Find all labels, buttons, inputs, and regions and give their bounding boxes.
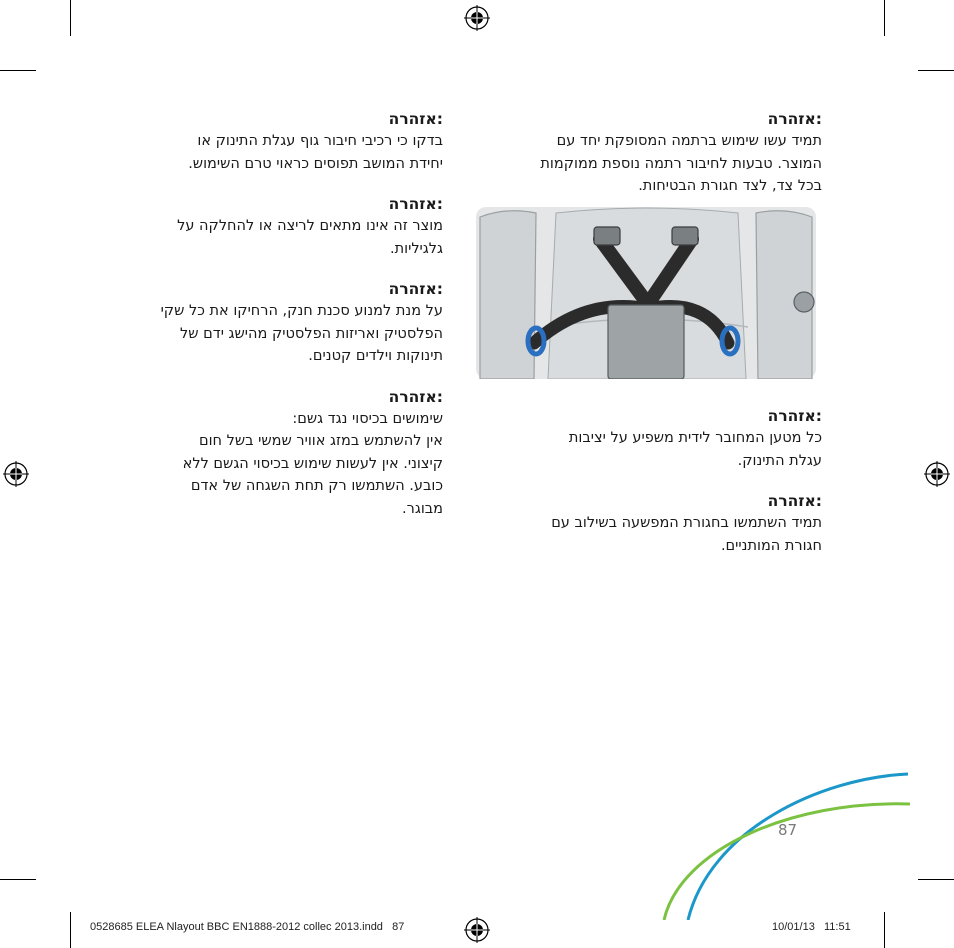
text-line: כובע. השתמשו רק תחת השגחה של אדם [190,478,443,494]
crop-mark [884,0,885,36]
text-line: קיצוני. אין לעשות שימוש בכיסוי הגשם ללא [182,455,443,472]
text-line: תמיד עשו שימוש ברתמה המסופקת יחד עם [556,133,822,149]
text-line: תינוקות וילדים קטנים. [308,348,443,364]
right-column [470,108,822,216]
warning-block [92,386,443,521]
warning-block [470,405,822,472]
warning-block [470,490,822,557]
crop-mark [70,912,71,948]
text-line: הפלסטיק ואריזות הפלסטיק מהישג ידם של [180,325,443,342]
registration-mark-icon [464,917,490,943]
warning-heading: :אזהרה [767,110,822,128]
right-column-lower [470,405,822,575]
warning-block [92,108,443,175]
registration-mark-icon [464,5,490,31]
warning-block [92,278,443,368]
text-line: חגורת המותניים. [720,537,822,554]
text-line: כל מטען המחובר לידית משפיע על יציבות [568,430,822,446]
decorative-swoosh [650,760,954,920]
text-line: תמיד השתמשו בחגורת המפשעה בשילוב עם [551,515,822,531]
crop-mark [0,879,36,880]
text-line: בכל צד, לצד חגורת הבטיחות. [638,178,822,194]
warning-heading: :אזהרה [388,387,443,406]
warning-heading: :אזהרה [388,110,443,128]
crop-mark [70,0,71,36]
text-line: אין להשתמש במזג אוויר שמשי בשל חום [198,433,443,449]
warning-heading: :אזהרה [388,280,443,298]
warning-block [92,193,443,260]
text-line: יחידת המושב תפוסים כראוי טרם השימוש. [188,155,443,172]
crop-mark [0,70,36,71]
registration-mark-icon [3,461,29,487]
text-line: עגלת התינוק. [737,452,822,469]
text-line: שימושים בכיסוי נגד גשם: [292,410,443,427]
crop-mark [918,70,954,71]
text-line: על מנת למנוע סכנת חנק, הרחיקו את כל שקי [160,303,443,319]
text-line: מוצר זה אינו מתאים לריצה או להחלקה על [177,218,443,234]
text-line: בדקו כי רכיבי חיבור גוף עגלת התינוק או [197,133,443,149]
footer-file-info: 0528685 ELEA Nlayout BBC EN1888-2012 collec 2013.indd 87 [90,921,405,933]
footer-date: 10/01/13 11:51 [772,921,851,933]
harness-illustration [476,207,816,379]
warning-heading: :אזהרה [767,492,822,510]
text-line: גלגיליות. [389,240,443,257]
page-number: 87 [778,821,798,839]
registration-mark-icon [924,461,950,487]
warning-heading: :אזהרה [388,195,443,213]
warning-heading: :אזהרה [767,407,822,425]
warning-block [470,108,822,198]
text-line: מבוגר. [402,500,443,517]
left-column [92,108,443,538]
text-line: המוצר. טבעות לחיבור רתמה נוספת ממוקמות [540,155,822,172]
